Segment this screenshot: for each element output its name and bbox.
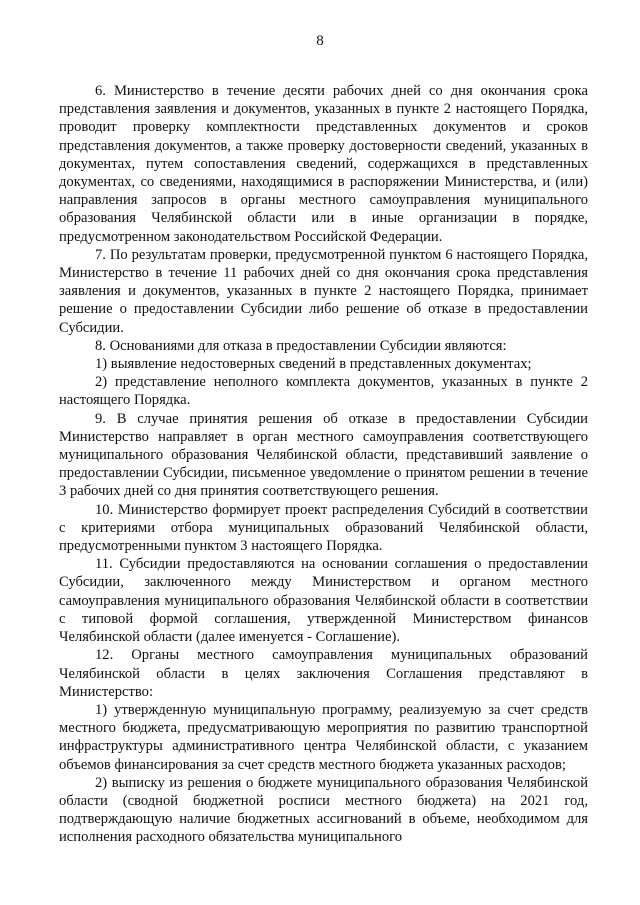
paragraph-7: 7. По результатам проверки, предусмотренной пунктом 6 настоящего Порядка, Министерство в течение 11 рабочих дней со дня окончания срока представления заявления и документов, указанных в пункте 2 настоящего Порядка, принимает решение о предоставлении Субсидии либо решение об отказе в предоставлении Субсидии.: [59, 246, 588, 336]
paragraph-8-item-1: 1) выявление недостоверных сведений в представленных документах;: [95, 356, 532, 373]
paragraph-12-item-2: 2) выписку из решения о бюджете муниципального образования Челябинской области (сводной бюджетной росписи местного бюджета) на 2021 год, подтверждающую наличие бюджетных ассигнований в объеме, необходимом для исполнения расходного обязательства муниципального: [59, 774, 588, 846]
paragraph-8-item-2: 2) представление неполного комплекта документов, указанных в пункте 2 настоящего Порядка.: [59, 374, 588, 409]
paragraph-11: 11. Субсидии предоставляются на основании соглашения о предоставлении Субсидии, заключенного между Министерством и органом местного самоуправления муниципального образования Челябинской области в соответствии с типовой формой соглашения, утвержденной Министерством финансов Челябинской области (далее именуется - Соглашение).: [59, 556, 588, 646]
paragraph-10: 10. Министерство формирует проект распределения Субсидий в соответствии с критериями отбора муниципальных образований Челябинской области, предусмотренными пунктом 3 настоящего Порядка.: [59, 501, 588, 555]
paragraph-12-item-1: 1) утвержденную муниципальную программу, реализуемую за счет средств местного бюджета, предусматривающую мероприятия по развитию транспортной инфраструктуры административного центра Челябинской области, с указанием объемов финансирования за счет средств местного бюджета указанных расходов;: [59, 701, 588, 773]
paragraph-9: 9. В случае принятия решения об отказе в предоставлении Субсидии Министерство направляет в орган местного самоуправления соответствующего муниципального образования Челябинской области, представивший заявление о предоставлении Субсидии, письменное уведомление о принятом решении в течение 3 рабочих дней со дня принятия соответствующего решения.: [59, 410, 588, 500]
document-body: [59, 82, 588, 847]
page-number: 8: [316, 33, 324, 49]
paragraph-8: 8. Основаниями для отказа в предоставлении Субсидии являются:: [95, 337, 507, 354]
paragraph-12: 12. Органы местного самоуправления муниципальных образований Челябинской области в целях заключения Соглашения представляют в Министерство:: [59, 647, 588, 700]
paragraph-6: 6. Министерство в течение десяти рабочих дней со дня окончания срока представления заявления и документов, указанных в пункте 2 настоящего Порядка, проводит проверку комплектности представленных документов и сроков представления документов, а также проверку достоверности сведений, указанных в документах, путем сопоставления сведений, содержащихся в представленных документах, со сведениями, находящимися в распоряжении Министерства, и (или) направления запросов в органы местного самоуправления муниципального образования Челябинской области или в иные организации в порядке, предусмотренном законодательством Российской Федерации.: [59, 83, 588, 245]
